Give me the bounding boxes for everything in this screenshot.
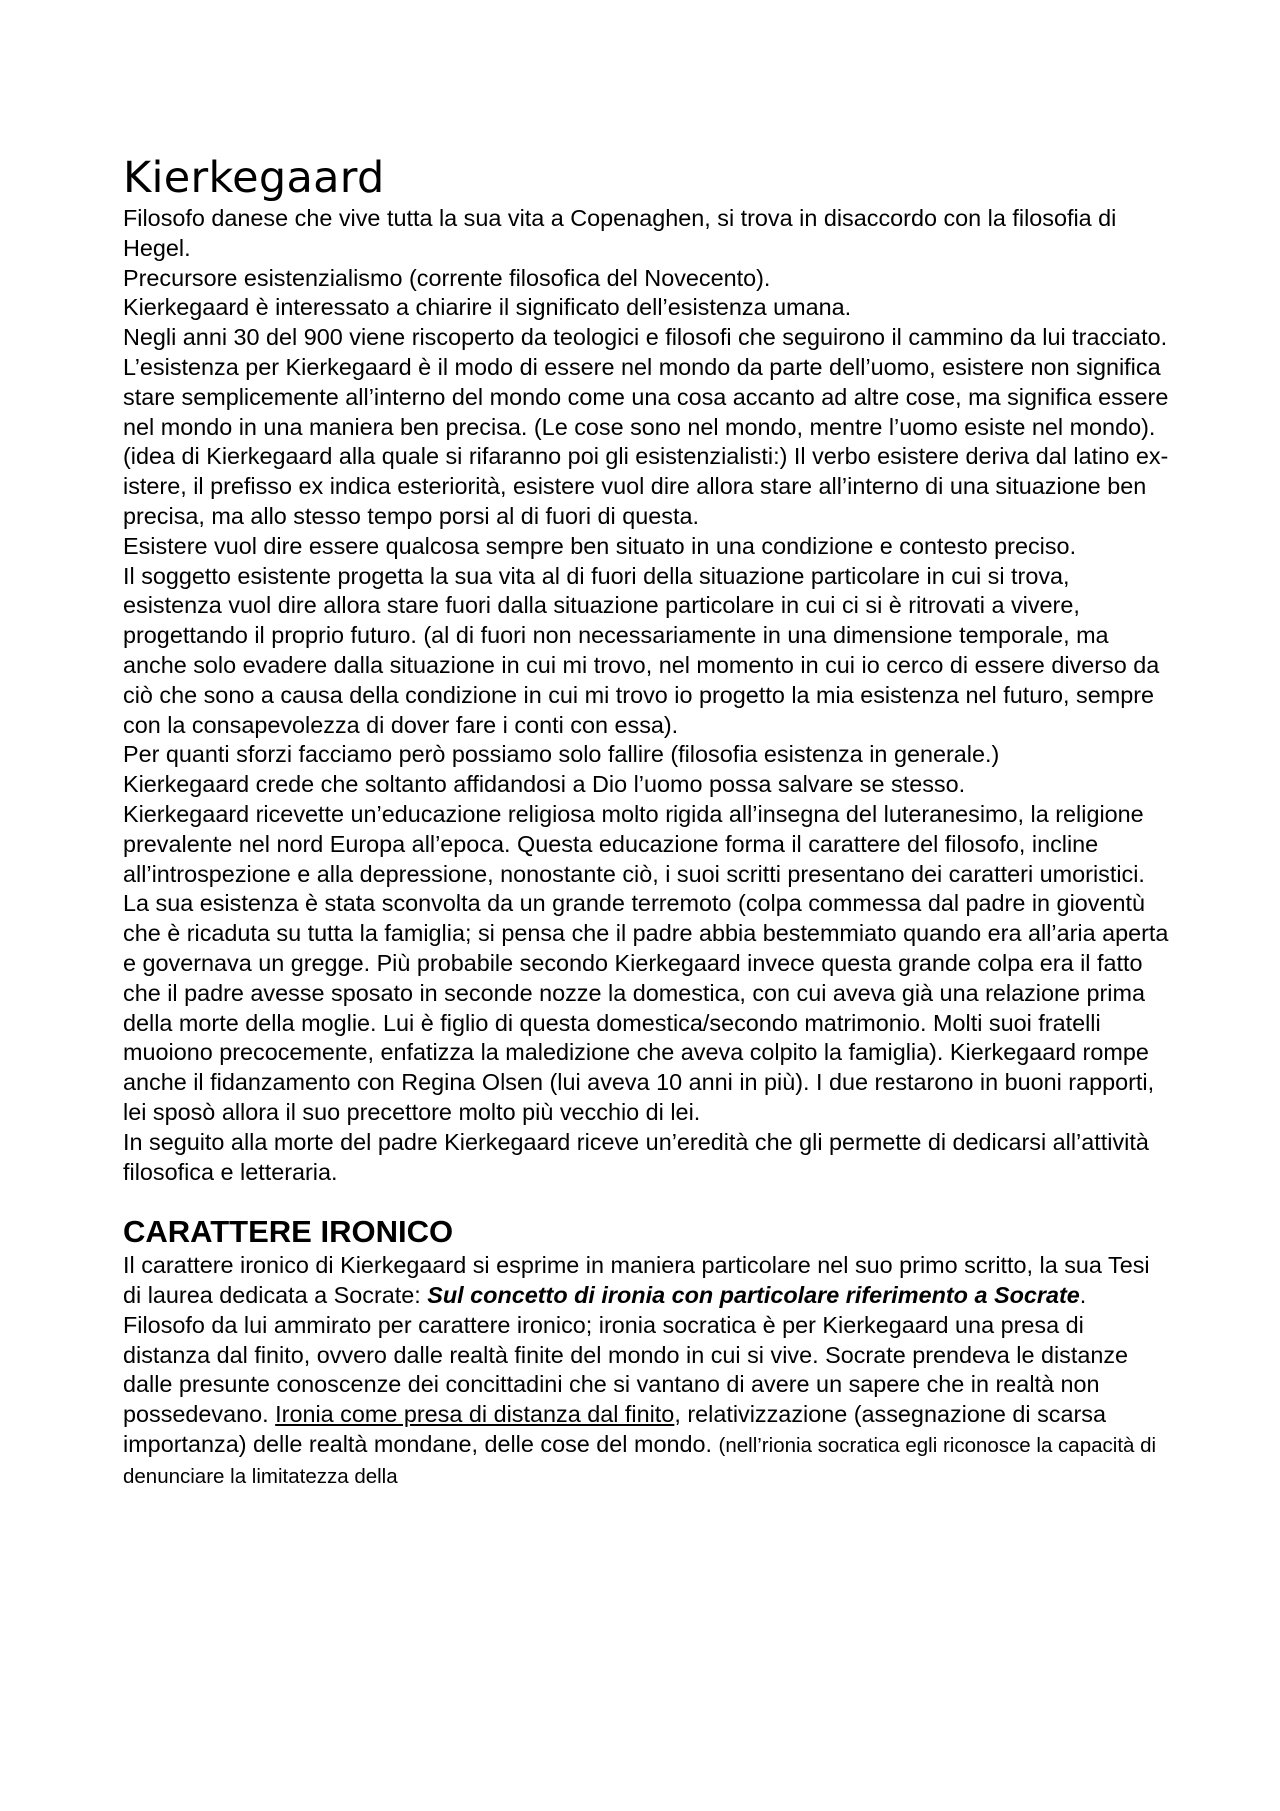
thesis-title: Sul concetto di ironia con particolare riferimento a Socrate	[427, 1282, 1080, 1309]
paragraph-3: Kierkegaard è interessato a chiarire il significato dell’esistenza umana.	[123, 294, 852, 321]
paragraph-5: L’esistenza per Kierkegaard è il modo di essere nel mondo da parte dell’uomo, esistere non significa stare semplicemente all’interno del mondo come una cosa accanto ad altre cose, ma significa essere nel mondo in una maniera ben precisa. (Le cose sono nel mondo, mentre l’uomo esiste nel mondo).	[123, 353, 1169, 440]
section-heading: CARATTERE IRONICO	[123, 1214, 454, 1250]
paragraph-8: Il soggetto esistente progetta la sua vita al di fuori della situazione particolare in cui si trova, esistenza vuol dire allora stare fuori dalla situazione particolare in cui ci si è ritrovati a vivere, progettando il proprio futuro. (al di fuori non necessariamente in una dimensione temporale, ma anche solo evadere dalla situazione in cui mi trovo, nel momento in cui io cerco di essere diverso da ciò che sono a causa della condizione in cui mi trovo io progetto la mia esistenza nel futuro, sempre con la consapevolezza di dover fare i conti con essa).	[123, 562, 1160, 738]
paragraph-11: Kierkegaard ricevette un’educazione religiosa molto rigida all’insegna del luteranesimo, la religione prevalente nel nord Europa all’epoca. Questa educazione forma il carattere del filosofo, incline all’introspezione e alla depressione, nonostante ciò, i suoi scritti presentano dei caratteri umoristici.	[123, 800, 1145, 887]
section-paragraph	[123, 1251, 1171, 1491]
underlined-phrase: Ironia come presa di distanza dal finito	[275, 1401, 675, 1428]
paragraph-4: Negli anni 30 del 900 viene riscoperto da teologici e filosofi che seguirono il cammino da lui tracciato.	[123, 324, 1168, 351]
paragraph-2: Precursore esistenzialismo (corrente filosofica del Novecento).	[123, 264, 771, 291]
page-title: Kierkegaard	[123, 153, 385, 203]
section-text-middle: . Filosofo da lui ammirato per carattere ironico; ironia socratica è per Kierkegaard una presa di distanza dal finito, ovvero dalle realtà finite del mondo in cui si vive. Socrate prendeva le distanze dalle presunte conoscenze dei concittadini che si vantano di avere un sapere che in realtà non possedevano.	[123, 1282, 1129, 1428]
section-text-end: , relativizzazione (assegnazione di scarsa importanza) delle realtà mondane, delle cose del mondo.	[123, 1401, 1106, 1458]
section-text-note: (nell’rionia socratica egli riconosce la capacità di denunciare la limitatezza della	[123, 1434, 1157, 1488]
paragraph-12: La sua esistenza è stata sconvolta da un grande terremoto (colpa commessa dal padre in gioventù che è ricaduta su tutta la famiglia; si pensa che il padre abbia bestemmiato quando era all’aria aperta e governava un gregge. Più probabile secondo Kierkegaard invece questa grande colpa era il fatto che il padre avesse sposato in seconde nozze la domestica, con cui aveva già una relazione prima della morte della moglie. Lui è figlio di questa domestica/secondo matrimonio. Molti suoi fratelli muoiono precocemente, enfatizza la maledizione che aveva colpito la famiglia). Kierkegaard rompe anche il fidanzamento con Regina Olsen (lui aveva 10 anni in più). I due restarono in buoni rapporti, lei sposò allora il suo precettore molto più vecchio di lei.	[123, 890, 1169, 1125]
paragraph-9: Per quanti sforzi facciamo però possiamo solo fallire (filosofia esistenza in generale.)	[123, 741, 1000, 768]
paragraph-10: Kierkegaard crede che soltanto affidandosi a Dio l’uomo possa salvare se stesso.	[123, 771, 966, 798]
paragraph-6: (idea di Kierkegaard alla quale si rifaranno poi gli esistenzialisti:) Il verbo esistere deriva dal latino ex-istere, il prefisso ex indica esteriorità, esistere vuol dire allora stare all’interno di una situazione ben precisa, ma allo stesso tempo porsi al di fuori di questa.	[123, 443, 1169, 529]
paragraph-13: In seguito alla morte del padre Kierkegaard riceve un’eredità che gli permette di dedicarsi all’attività filosofica e letteraria.	[123, 1128, 1149, 1185]
paragraph-7: Esistere vuol dire essere qualcosa sempre ben situato in una condizione e contesto preciso.	[123, 532, 1077, 559]
paragraph-1: Filosofo danese che vive tutta la sua vita a Copenaghen, si trova in disaccordo con la filosofia di Hegel.	[123, 205, 1117, 261]
document-page	[123, 152, 1171, 1492]
section-text-intro: Il carattere ironico di Kierkegaard si esprime in maniera particolare nel suo primo scritto, la sua Tesi di laurea dedicata a Socrate:	[123, 1252, 1150, 1309]
